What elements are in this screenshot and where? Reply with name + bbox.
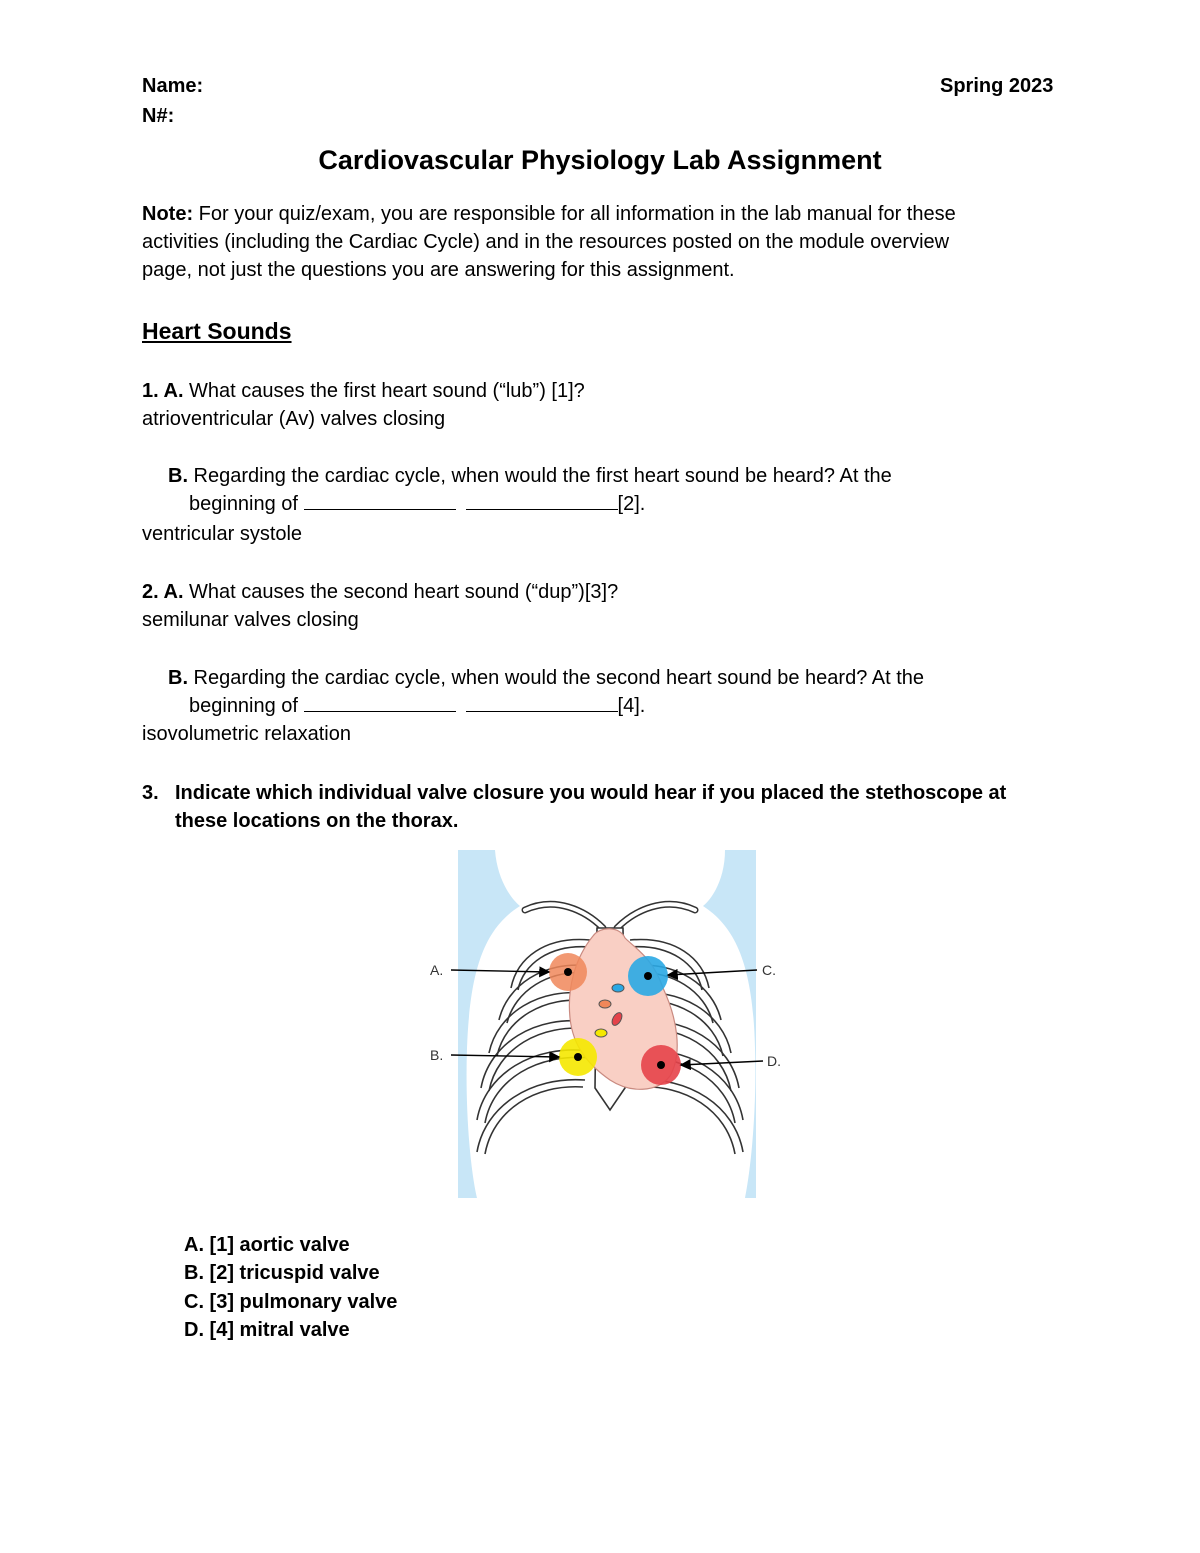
- q1b-blank-2: [466, 491, 618, 510]
- q2b-answer: isovolumetric relaxation: [142, 723, 351, 745]
- q2a-question: [142, 579, 618, 605]
- q1a-question: [142, 378, 585, 404]
- label-a: A.: [430, 962, 444, 978]
- q1b-line2-start: beginning of: [189, 493, 298, 515]
- q2a-prefix: 2. A.: [142, 581, 184, 603]
- answer-a: A. [1] aortic valve: [184, 1234, 350, 1256]
- pulmonary-valve-small: [612, 984, 624, 992]
- section-heading: Heart Sounds: [142, 318, 292, 344]
- q3-line-1: Indicate which individual valve closure you would hear if you placed the stethoscope at: [175, 782, 1007, 804]
- note-line-2: activities (including the Cardiac Cycle) and in the resources posted on the module overview: [142, 231, 950, 253]
- q1b-prefix: B.: [168, 465, 188, 487]
- q3-number: 3.: [142, 782, 159, 804]
- answer-b: B. [2] tricuspid valve: [184, 1262, 380, 1284]
- q2b-blank-2: [466, 693, 618, 712]
- q3-line-2: these locations on the thorax.: [175, 810, 459, 832]
- q1b-line2-end: [2].: [617, 493, 646, 515]
- q1b-text: Regarding the cardiac cycle, when would the first heart sound be heard? At the: [188, 465, 892, 487]
- note-line-3: page, not just the questions you are answering for this assignment.: [142, 259, 735, 281]
- label-b: B.: [430, 1047, 444, 1063]
- note-text-1: For your quiz/exam, you are responsible for all information in the lab manual for these: [193, 203, 956, 225]
- q2b-prefix: B.: [168, 667, 188, 689]
- q2b-line2-end: [4].: [617, 695, 646, 717]
- q2b-question: [168, 665, 924, 691]
- q2b-line2: [189, 693, 645, 719]
- page-title: Cardiovascular Physiology Lab Assignment: [318, 145, 882, 175]
- answer-d: D. [4] mitral valve: [184, 1319, 350, 1341]
- term-label: Spring 2023: [940, 75, 1054, 97]
- q1b-question: [168, 463, 892, 489]
- note-line-1: [142, 201, 956, 227]
- tricuspid-valve-small: [595, 1029, 607, 1037]
- q1b-answer: ventricular systole: [142, 523, 303, 545]
- q1b-blank-1: [304, 491, 456, 510]
- q2a-answer: semilunar valves closing: [142, 609, 359, 631]
- id-label: N#:: [142, 105, 175, 127]
- note-label: Note:: [142, 203, 194, 225]
- answer-c: C. [3] pulmonary valve: [184, 1291, 398, 1313]
- q2b-line2-start: beginning of: [189, 695, 298, 717]
- aortic-valve-small: [599, 1000, 611, 1008]
- q1b-line2: [189, 491, 645, 517]
- q2b-text: Regarding the cardiac cycle, when would the second heart sound be heard? At the: [188, 667, 925, 689]
- thorax-diagram: [425, 848, 795, 1200]
- label-c: C.: [762, 962, 776, 978]
- q1a-prefix: 1. A.: [142, 380, 184, 402]
- q1a-answer: atrioventricular (Av) valves closing: [142, 408, 446, 430]
- q2b-blank-1: [304, 693, 456, 712]
- q1a-text: What causes the first heart sound (“lub”) [1]?: [183, 380, 585, 402]
- q2a-text: What causes the second heart sound (“dup”)[3]?: [183, 581, 619, 603]
- name-label: Name:: [142, 75, 204, 97]
- label-d: D.: [767, 1053, 781, 1069]
